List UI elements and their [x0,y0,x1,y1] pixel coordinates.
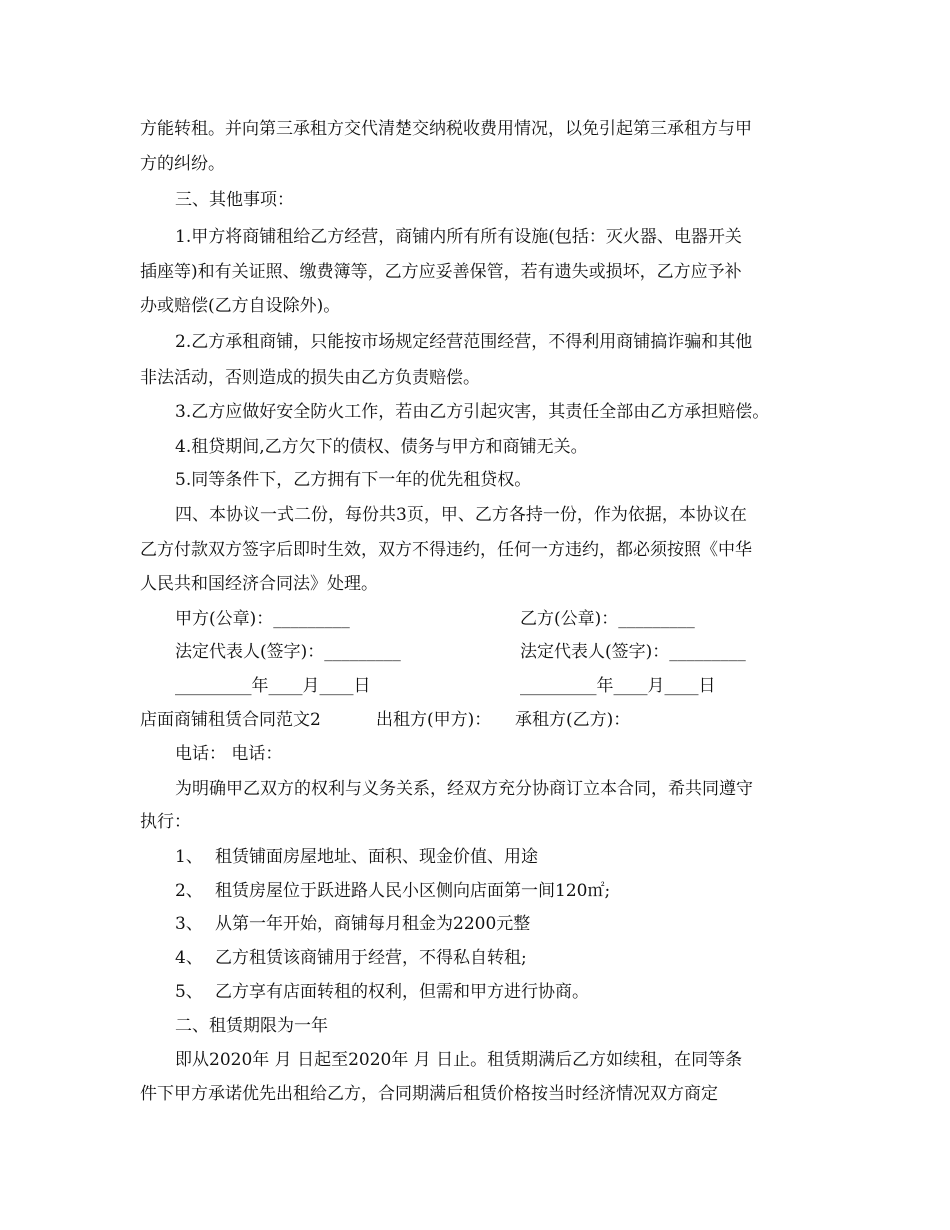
list-item-text: 乙方享有店面转租的权利，但需和甲方进行协商。 [215,982,589,1002]
paragraph-line: 2.乙方承租商铺，只能按市场规定经营范围经营，不得利用商铺搞诈骗和其他 [175,332,753,352]
section-heading: 二、租赁期限为一年 [175,1016,328,1036]
paragraph-line: 四、本协议一式二份，每份共3页，甲、乙方各持一份，作为依据，本协议在 [175,505,747,525]
list-item [175,846,538,868]
contract-title-row [140,709,631,731]
paragraph-line: 人民共和国经济合同法》处理。 [140,574,378,594]
party-b-date-field: _________年____月____日 [520,676,716,696]
paragraph-line: 为明确甲乙双方的权利与义务关系，经双方充分协商订立本合同，希共同遵守 [175,779,753,799]
paragraph-line: 1.甲方将商铺租给乙方经营，商铺内所有所有设施(包括：灭火器、电器开关 [175,227,742,247]
signature-row [175,641,746,663]
section-heading: 三、其他事项： [175,190,294,210]
party-b-seal-field: 乙方(公章)：_________ [520,609,695,629]
lessor-label: 出租方(甲方)： [376,710,492,730]
list-item-number: 3、 [175,914,203,934]
list-item-number: 2、 [175,881,203,901]
party-a-date-field: _________年____月____日 [175,676,371,696]
list-item [175,880,611,902]
list-item-text: 租赁房屋位于跃进路人民小区侧向店面第一间120㎡; [215,881,611,901]
paragraph-line: 方能转租。并向第三承租方交代清楚交纳税收费用情况，以免引起第三承租方与甲 [140,119,752,139]
party-b-rep-field: 法定代表人(签字)：_________ [520,642,746,662]
paragraph-line: 5.同等条件下，乙方拥有下一年的优先租贷权。 [175,470,532,490]
lessee-label: 承租方(乙方)： [515,710,631,730]
signature-row [175,675,716,697]
list-item-number: 4、 [175,948,203,968]
list-item-number: 1、 [175,847,203,867]
paragraph-line: 插座等)和有关证照、缴费簿等，乙方应妥善保管，若有遗失或损坏，乙方应予补 [140,262,742,282]
paragraph-line: 办或赔偿(乙方自设除外)。 [140,296,341,316]
party-a-seal-field: 甲方(公章)：_________ [175,609,350,629]
list-item-text: 乙方租赁该商铺用于经营，不得私自转租; [215,948,527,968]
list-item [175,913,531,935]
list-item-text: 租赁铺面房屋地址、面积、现金价值、用途 [215,847,538,867]
paragraph-line: 非法活动，否则造成的损失由乙方负责赔偿。 [140,368,480,388]
paragraph-line: 方的纠纷。 [140,154,225,174]
phone-line: 电话： 电话： [175,744,283,764]
paragraph-line: 3.乙方应做好安全防火工作，若由乙方引起灾害，其责任全部由乙方承担赔偿。 [175,402,770,422]
contract-title: 店面商铺租赁合同范文2 [140,710,321,730]
party-a-rep-field: 法定代表人(签字)：_________ [175,642,401,662]
paragraph-line: 乙方付款双方签字后即时生效，双方不得违约，任何一方违约，都必须按照《中华 [140,540,752,560]
paragraph-line: 执行： [140,812,191,832]
paragraph-line: 件下甲方承诺优先出租给乙方，合同期满后租赁价格按当时经济情况双方商定 [140,1084,718,1104]
list-item [175,947,527,969]
list-item-number: 5、 [175,982,203,1002]
paragraph-line: 4.租贷期间,乙方欠下的债权、债务与甲方和商铺无关。 [175,437,588,457]
paragraph-line: 即从2020年 月 日起至2020年 月 日止。租赁期满后乙方如续租，在同等条 [175,1050,743,1070]
signature-row [175,608,695,630]
list-item-text: 从第一年开始，商铺每月租金为2200元整 [215,914,531,934]
list-item [175,981,589,1003]
